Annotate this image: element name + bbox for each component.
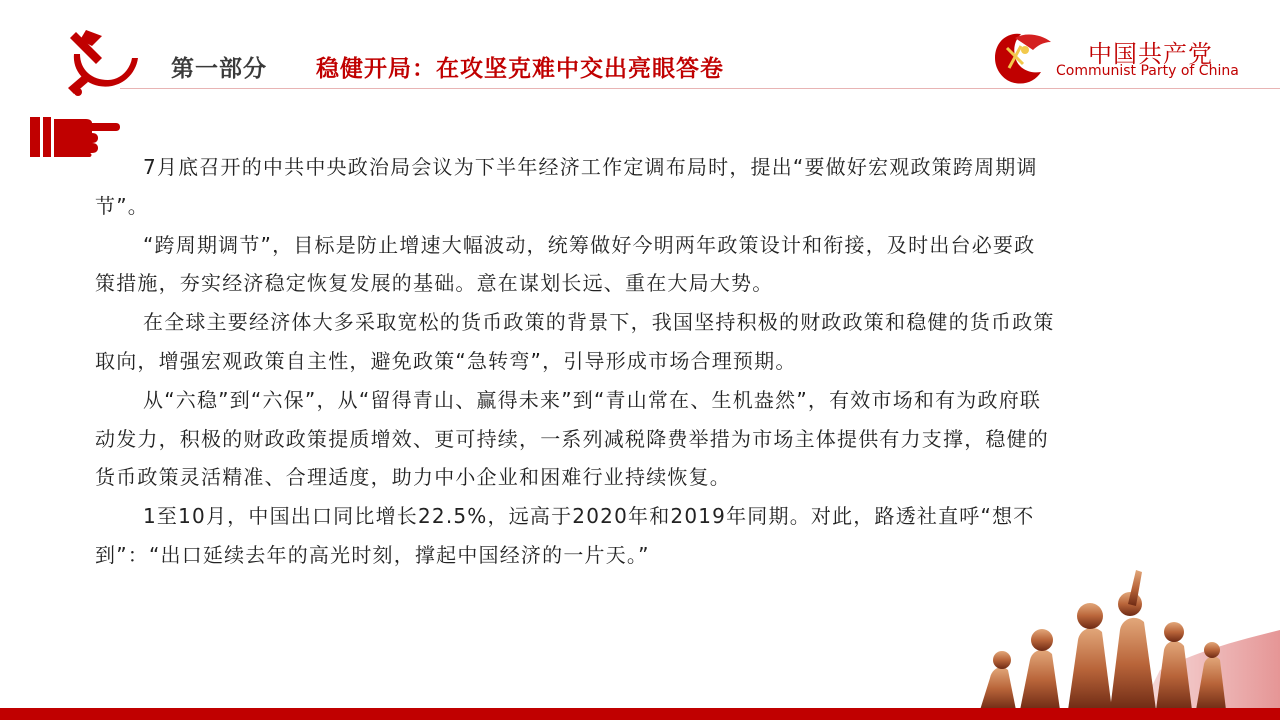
header-divider xyxy=(120,88,1280,89)
party-flag-logo-icon xyxy=(985,28,1055,88)
brand-name-en: Communist Party of China xyxy=(1056,63,1239,79)
paragraph: 在全球主要经济体大多采取宽松的货币政策的背景下，我国坚持积极的财政政策和稳健的货币政策取向，增强宏观政策自主性，避免政策“急转弯”，引导形成市场合理预期。 xyxy=(95,310,1055,373)
paragraph: 1至10月，中国出口同比增长22.5%，远高于2020年和2019年同期。对此，路透社直呼“想不到”：“出口延续去年的高光时刻，撑起中国经济的一片天。” xyxy=(95,504,1035,567)
paragraph: “跨周期调节”，目标是防止增速大幅波动，统筹做好今明两年政策设计和衔接，及时出台必要政策措施，夯实经济稳定恢复发展的基础。意在谋划长远、重在大局大势。 xyxy=(95,232,1036,296)
body-text xyxy=(95,148,1055,575)
bottom-bar xyxy=(0,708,1280,720)
brand-name-cn: 中国共产党 xyxy=(1088,40,1213,68)
monument-statues-image xyxy=(960,560,1280,710)
hammer-sickle-icon xyxy=(62,28,144,96)
paragraph: 从“六稳”到“六保”，从“留得青山、赢得未来”到“青山常在、生机盎然”，有效市场和有为政府联动发力，积极的财政政策提质增效、更可持续，一系列减税降费举措为市场主体提供有力支撑，稳健的货币政策灵活精准、合理适度，助力中小企业和困难行业持续恢复。 xyxy=(95,387,1049,490)
section-title: 稳健开局：在攻坚克难中交出亮眼答卷 xyxy=(316,56,724,82)
section-label: 第一部分 xyxy=(171,56,267,82)
paragraph: 7月底召开的中共中央政治局会议为下半年经济工作定调布局时，提出“要做好宏观政策跨周期调节”。 xyxy=(95,155,1038,218)
